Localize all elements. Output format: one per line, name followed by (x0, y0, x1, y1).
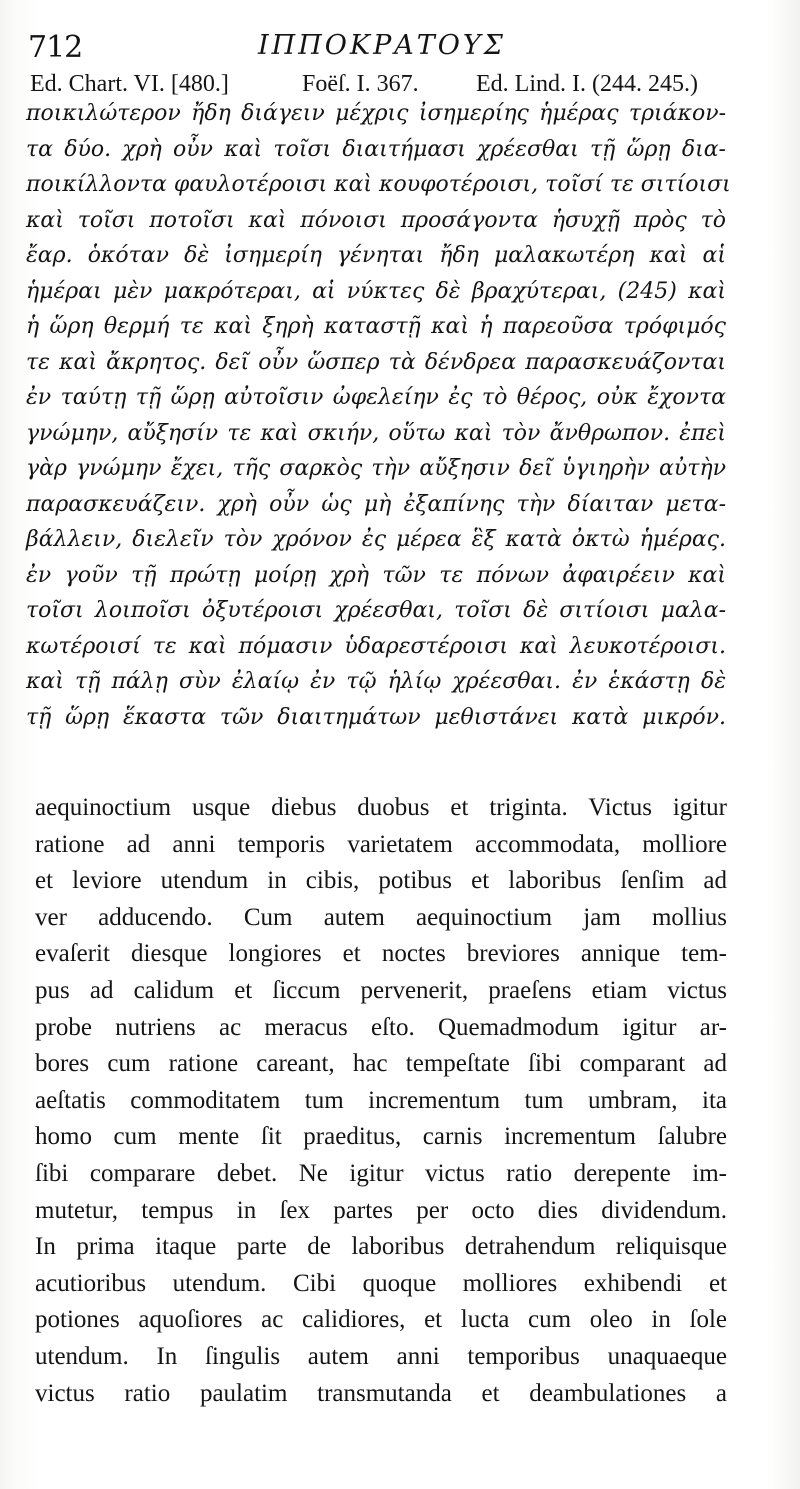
greek-line: καὶ τοῖσι ποτοῖσι καὶ πόνοισι προσάγοντα ἡσυχῇ πρὸς τὸ (26, 207, 726, 233)
edition-foes-ref: Foëſ. I. 367. (302, 71, 419, 97)
latin-line: homo cum mente ſit praeditus, carnis incrementum ſalubre (35, 1123, 727, 1151)
greek-line: τοῖσι λοιποῖσι ὀξυτέροισι χρέεσθαι, τοῖσι δὲ σιτίοισι μαλα- (26, 598, 726, 623)
latin-line: victus ratio paulatim transmutanda et deambulationes a (35, 1379, 727, 1407)
edition-lind-ref: Ed. Lind. I. (244. 245.) (476, 71, 698, 97)
greek-line: καὶ τῇ πάλῃ σὺν ἐλαίῳ ἐν τῷ ἡλίῳ χρέεσθαι. ἐν ἑκάστῃ δὲ (26, 669, 726, 694)
greek-line: παρασκευάζειν. χρὴ οὖν ὡς μὴ ἐξαπίνης τὴν δίαιταν μετα- (26, 491, 726, 517)
greek-line: ἡ ὥρη θερμή τε καὶ ξηρὴ καταστῇ καὶ ἡ παρεοῦσα τρόφιμός (26, 314, 726, 339)
running-title: ΙΠΠΟΚΡΑΤΟΥΣ (258, 30, 506, 61)
latin-line: aequinoctium usque diebus duobus et triginta. Victus igitur (35, 794, 727, 821)
greek-text-block (26, 96, 731, 735)
latin-line: ſibi comparare debet. Ne igitur victus ratio derepente im- (35, 1159, 727, 1187)
latin-line: bores cum ratione careant, hac tempeſtate ſibi comparant ad (35, 1050, 727, 1078)
greek-line: βάλλειν, διελεῖν τὸν χρόνον ἐς μέρεα ἓξ κατὰ ὀκτὼ ἡμέρας. (26, 527, 726, 552)
latin-line: In prima itaque parte de laboribus detrahendum reliquisque (35, 1233, 727, 1261)
latin-line: potiones aquoſiores ac calidiores, et lucta cum oleo in ſole (35, 1306, 727, 1334)
greek-line: γνώμην, αὔξησίν τε καὶ σκιήν, οὕτω καὶ τὸν ἄνθρωπον. ἐπεὶ (26, 420, 726, 446)
greek-line: γὰρ γνώμην ἔχει, τῆς σαρκὸς τὴν αὔξησιν δεῖ ὑγιηρὴν αὐτὴν (26, 456, 726, 481)
greek-line: ποικιλώτερον ἤδη διάγειν μέχρις ἰσημερίης ἡμέρας τριάκον- (26, 101, 726, 126)
greek-line: ἐν γοῦν τῇ πρώτῃ μοίρῃ χρὴ τῶν τε πόνων ἀφαιρέειν καὶ (26, 562, 726, 588)
page-number: 712 (28, 30, 83, 65)
greek-line: τα δύο. χρὴ οὖν καὶ τοῖσι διαιτήμασι χρέεσθαι τῇ ὥρῃ δια- (26, 136, 726, 162)
greek-line: κωτέροισί τε καὶ πόμασιν ὑδαρεστέροισι καὶ λευκοτέροισι. (26, 633, 726, 659)
greek-line: ποικίλλοντα φαυλοτέροισι καὶ κουφοτέροισι, τοῖσί τε σιτίοισι (26, 172, 731, 197)
latin-line: mutetur, tempus in ſex partes per octo dies dividendum. (35, 1196, 727, 1224)
latin-line: et leviore utendum in cibis, potibus et laboribus ſenſim ad (35, 867, 727, 895)
greek-line: τε καὶ ἄκρητος. δεῖ οὖν ὥσπερ τὰ δένδρεα παρασκευάζονται (26, 349, 726, 375)
greek-line: ἐν ταύτῃ τῇ ὥρῃ αὐτοῖσιν ὠφελείην ἐς τὸ θέρος, οὐκ ἔχοντα (26, 385, 726, 410)
latin-line: aeſtatis commoditatem tum incrementum tum umbram, ita (35, 1086, 727, 1114)
latin-line: acutioribus utendum. Cibi quoque molliores exhibendi et (35, 1269, 727, 1297)
latin-line: evaſerit diesque longiores et noctes breviores annique tem- (35, 940, 727, 968)
latin-line: ratione ad anni temporis varietatem accommodata, molliore (35, 830, 727, 858)
latin-line: ver adducendo. Cum autem aequinoctium jam mollius (35, 903, 727, 931)
latin-line: utendum. In ſingulis autem anni temporibus unaquaeque (35, 1342, 727, 1370)
latin-line: pus ad calidum et ſiccum pervenerit, praeſens etiam victus (35, 976, 727, 1004)
greek-line: ἔαρ. ὁκόταν δὲ ἰσημερίη γένηται ἤδη μαλακωτέρη καὶ αἱ (26, 243, 726, 268)
edition-chart-ref: Ed. Chart. VI. [480.] (30, 71, 229, 97)
latin-text-block (35, 790, 727, 1412)
greek-line: τῇ ὥρῃ ἕκαστα τῶν διαιτημάτων μεθιστάνει κατὰ μικρόν. (26, 704, 726, 730)
latin-line: probe nutriens ac meracus eſto. Quemadmodum igitur ar- (35, 1013, 727, 1041)
greek-line: ἡμέραι μὲν μακρότεραι, αἱ νύκτες δὲ βραχύτεραι, (245) καὶ (26, 278, 726, 304)
